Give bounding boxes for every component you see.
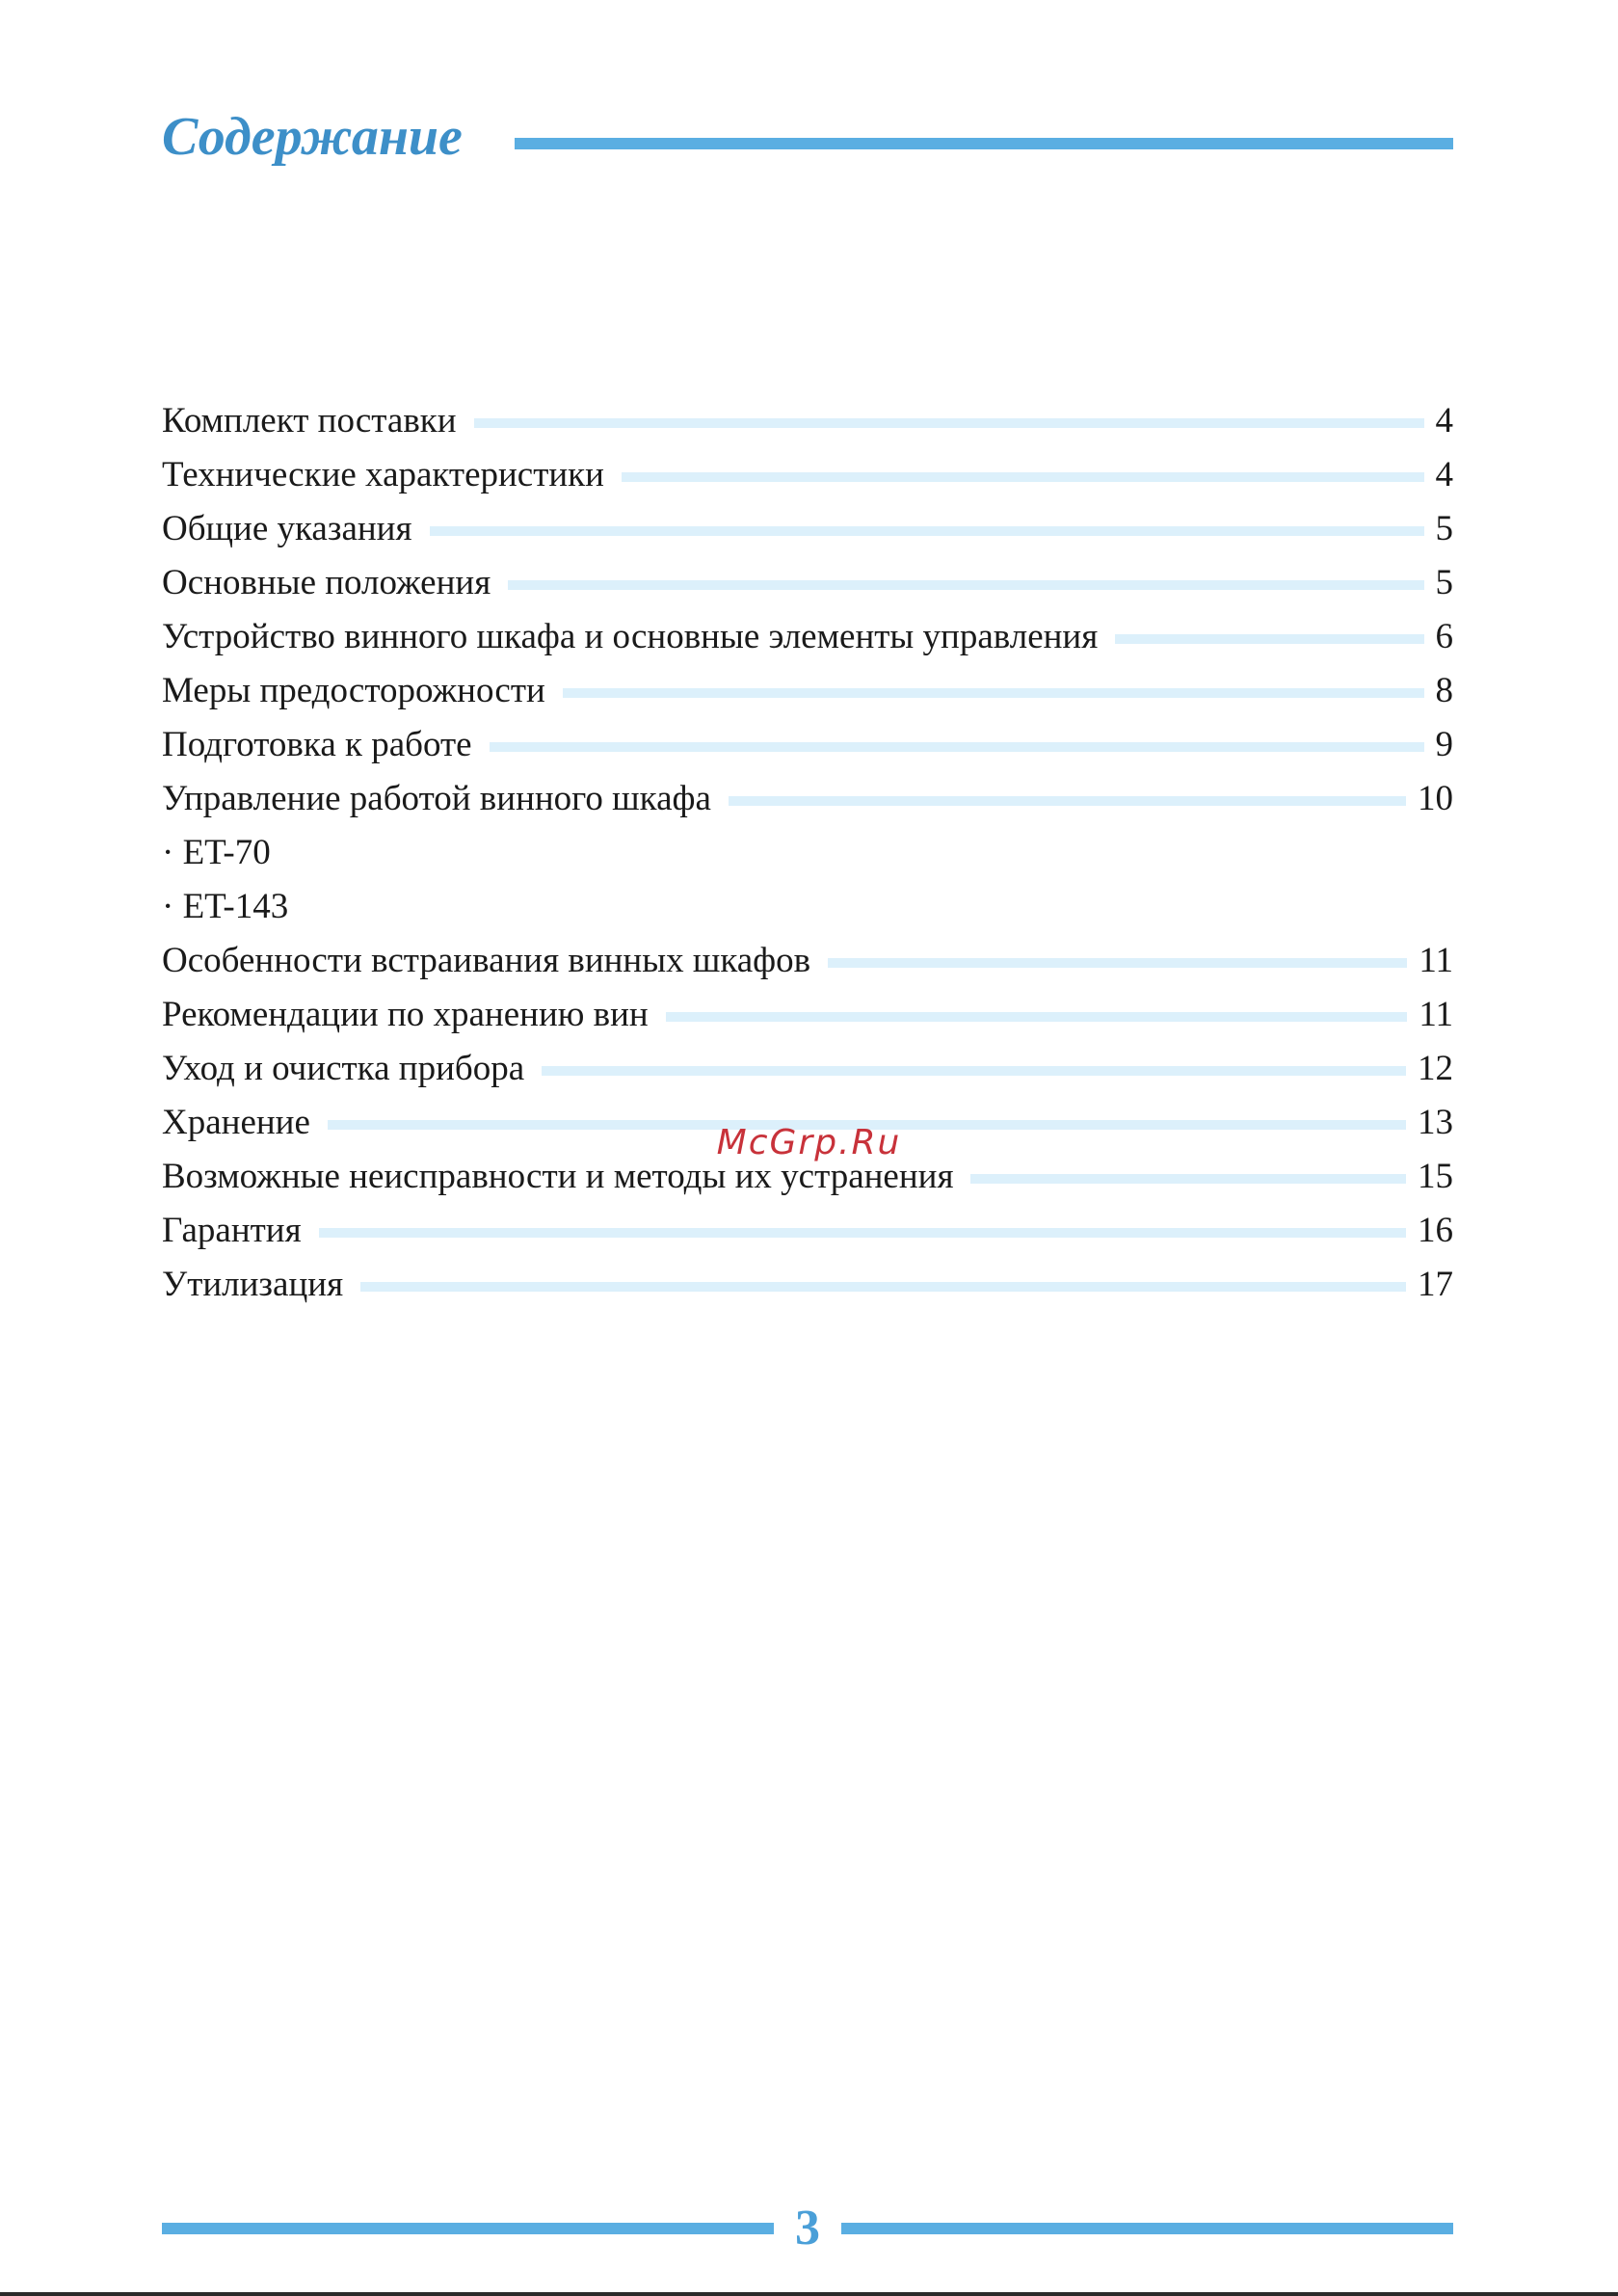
- toc-entry-page: 5: [1435, 508, 1453, 548]
- toc-entry-page: 13: [1418, 1102, 1453, 1142]
- toc-entry-label: Управление работой винного шкафа: [162, 778, 711, 818]
- toc-entry[interactable]: [162, 1257, 1453, 1311]
- toc-entry[interactable]: [162, 1203, 1453, 1257]
- table-of-contents: [162, 393, 1453, 1311]
- page-header: [162, 98, 1453, 175]
- toc-leader: [319, 1228, 1406, 1238]
- toc-subentry-label: · ET-143: [162, 886, 289, 926]
- toc-leader: [563, 688, 1424, 698]
- toc-subentry[interactable]: [162, 879, 1453, 933]
- toc-entry[interactable]: [162, 933, 1453, 987]
- toc-entry-label: Рекомендации по хранению вин: [162, 994, 649, 1034]
- toc-leader: [970, 1174, 1406, 1184]
- toc-entry-page: 9: [1435, 724, 1453, 764]
- toc-leader: [1115, 634, 1423, 644]
- toc-entry-page: 6: [1435, 616, 1453, 656]
- watermark: McGrp.Ru: [716, 1123, 902, 1162]
- toc-entry-page: 5: [1435, 562, 1453, 602]
- page-bottom-edge: [0, 2292, 1618, 2296]
- toc-entry-label: Основные положения: [162, 562, 491, 602]
- toc-entry-label: Меры предосторожности: [162, 670, 545, 710]
- toc-entry-label: Хранение: [162, 1102, 310, 1142]
- toc-entry-page: 8: [1435, 670, 1453, 710]
- toc-entry-label: Утилизация: [162, 1264, 344, 1304]
- toc-entry[interactable]: [162, 501, 1453, 555]
- toc-entry-label: Технические характеристики: [162, 454, 604, 494]
- toc-subentry-label: · ET-70: [162, 832, 271, 872]
- toc-entry[interactable]: [162, 1041, 1453, 1095]
- page-footer: [162, 2200, 1453, 2257]
- toc-entry[interactable]: [162, 609, 1453, 663]
- toc-leader: [542, 1066, 1406, 1076]
- title-rule: [515, 138, 1453, 149]
- toc-entry-label: Гарантия: [162, 1210, 302, 1250]
- toc-entry-label: Возможные неисправности и методы их устранения: [162, 1156, 954, 1196]
- toc-entry[interactable]: [162, 987, 1453, 1041]
- toc-entry-page: 10: [1418, 778, 1453, 818]
- toc-entry-page: 15: [1418, 1156, 1453, 1196]
- toc-entry-label: Комплект поставки: [162, 400, 457, 441]
- page-number: 3: [795, 2201, 820, 2256]
- toc-entry[interactable]: [162, 717, 1453, 771]
- toc-leader: [828, 958, 1407, 968]
- toc-entry[interactable]: [162, 663, 1453, 717]
- toc-entry-page: 16: [1418, 1210, 1453, 1250]
- toc-entry-label: Особенности встраивания винных шкафов: [162, 940, 811, 980]
- toc-entry-page: 4: [1435, 454, 1453, 494]
- toc-entry-label: Устройство винного шкафа и основные элементы управления: [162, 616, 1099, 656]
- toc-leader: [622, 472, 1424, 482]
- toc-entry-page: 11: [1419, 994, 1453, 1034]
- toc-entry-label: Подготовка к работе: [162, 724, 472, 764]
- toc-leader: [474, 418, 1424, 428]
- toc-entry[interactable]: [162, 447, 1453, 501]
- toc-entry[interactable]: [162, 555, 1453, 609]
- toc-leader: [508, 580, 1423, 590]
- toc-entry-page: 12: [1418, 1048, 1453, 1088]
- footer-rule-left: [162, 2223, 774, 2234]
- toc-entry-page: 4: [1435, 400, 1453, 441]
- toc-leader: [430, 526, 1424, 536]
- toc-subentry[interactable]: [162, 825, 1453, 879]
- toc-entry[interactable]: [162, 393, 1453, 447]
- toc-leader: [729, 796, 1406, 806]
- footer-rule-right: [841, 2223, 1453, 2234]
- toc-entry-page: 11: [1419, 940, 1453, 980]
- toc-leader: [666, 1012, 1408, 1022]
- page-title: Содержание: [162, 107, 463, 167]
- toc-entry-label: Уход и очистка прибора: [162, 1048, 525, 1088]
- toc-entry-label: Общие указания: [162, 508, 412, 548]
- toc-leader: [360, 1282, 1406, 1292]
- toc-leader: [490, 742, 1424, 752]
- toc-entry[interactable]: [162, 771, 1453, 825]
- toc-entry-page: 17: [1418, 1264, 1453, 1304]
